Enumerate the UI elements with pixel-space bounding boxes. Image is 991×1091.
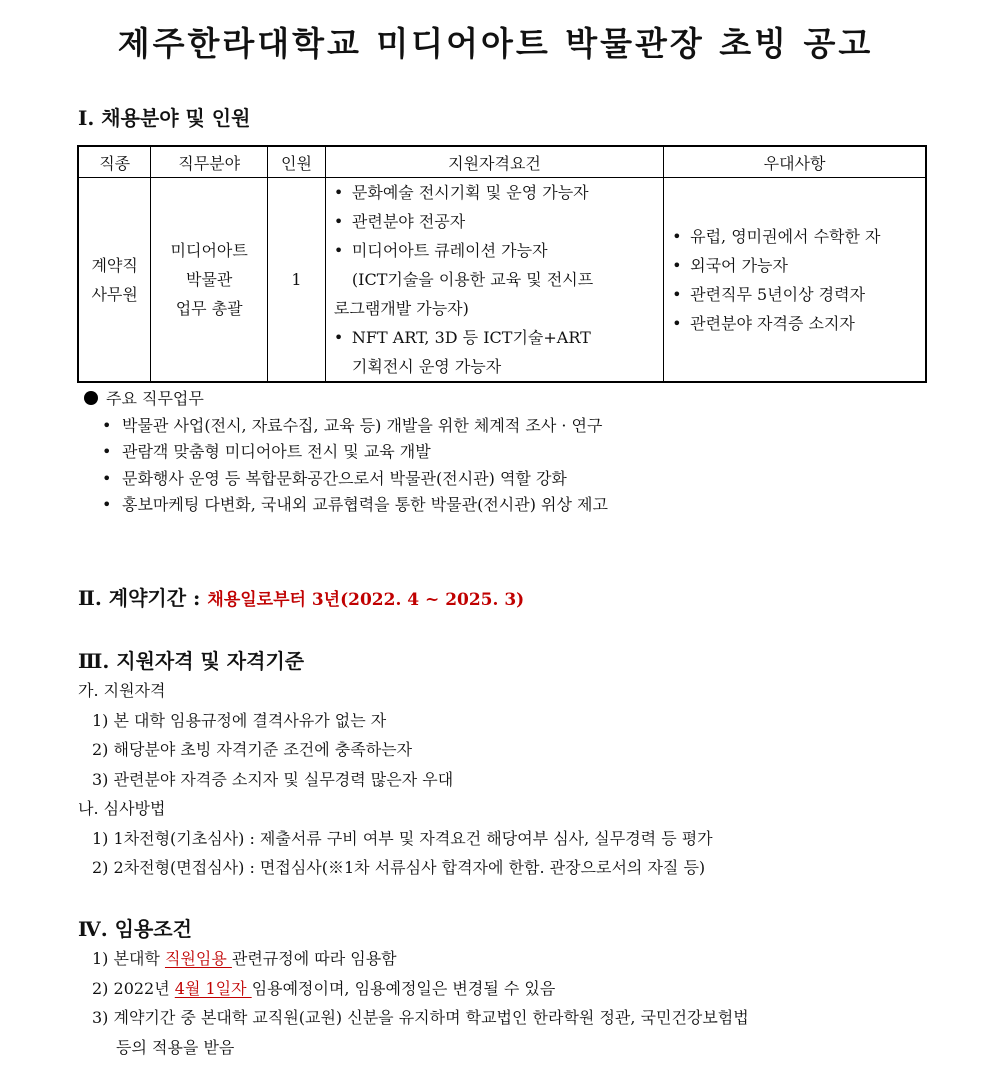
header-preferences: 우대사항: [664, 146, 926, 178]
list-item: [334, 265, 659, 294]
contract-period-value: 채용일로부터 3년(2022. 4 ~ 2025. 3): [207, 590, 525, 610]
duty-text: 문화행사 운영 등 복합문화공간으로서 박물관(전시관) 역할 강화: [122, 468, 567, 488]
table-row: [78, 178, 926, 383]
recruitment-table: [77, 145, 927, 383]
list-item: • 관련분야 전공자: [333, 212, 466, 231]
list-item: • 관련분야 자격증 소지자: [672, 313, 855, 333]
condition-3-cont: 등의 적용을 받음: [116, 1037, 235, 1057]
section-2-heading: [78, 582, 524, 611]
header-count: 인원: [268, 146, 326, 178]
qualification-block: [78, 676, 713, 883]
list-item: • 유럽, 영미권에서 수학한 자: [672, 226, 881, 246]
requirement-text: 미디어아트 큐레이션 가능자: [351, 241, 548, 260]
field-line: 미디어아트: [170, 241, 248, 260]
list-item: • 박물관 사업(전시, 자료수집, 교육 등) 개발을 위한 체계적 조사 · 연구: [102, 415, 603, 435]
list-item: 1) 본 대학 임용규정에 결격사유가 없는 자: [92, 710, 387, 730]
duty-text: 박물관 사업(전시, 자료수집, 교육 등) 개발을 위한 체계적 조사 · 연구: [122, 415, 603, 435]
requirements-cell: [325, 178, 663, 383]
duties-block: [84, 386, 608, 519]
section-4-heading: Ⅳ. 임용조건: [78, 917, 192, 941]
list-item: [334, 294, 659, 323]
preference-text: 유럽, 영미권에서 수학한 자: [690, 226, 881, 246]
section-3-heading: Ⅲ. 지원자격 및 자격기준: [78, 649, 305, 673]
condition-2: [78, 974, 749, 1004]
requirement-text: 로그램개발 가능자): [333, 299, 469, 318]
condition-text: 2) 2022년: [92, 978, 175, 998]
list-item: [334, 352, 659, 381]
requirement-text: (ICT기술을 이용한 교육 및 전시프: [351, 270, 594, 289]
requirement-text: 관련분야 전공자: [351, 212, 466, 231]
count-cell: 1: [268, 178, 326, 383]
job-type-line: 계약직: [91, 255, 138, 275]
duty-text: 관람객 맞춤형 미디어아트 전시 및 교육 개발: [122, 442, 431, 461]
preference-text: 관련분야 자격증 소지자: [690, 313, 855, 333]
duty-text: 홍보마케팅 다변화, 국내외 교류협력을 통한 박물관(전시관) 위상 제고: [122, 495, 608, 514]
condition-3: 3) 계약기간 중 본대학 교직원(교원) 신분을 유지하며 학교법인 한라학원 정관, 국민건강보험법: [92, 1008, 749, 1027]
field-line: 업무 총괄: [175, 299, 243, 318]
job-type-cell: [78, 178, 151, 383]
list-item: 2) 해당분야 초빙 자격기준 조건에 충족하는자: [92, 740, 413, 759]
list-item: • 관람객 맞춤형 미디어아트 전시 및 교육 개발: [102, 442, 431, 461]
condition-1: [78, 944, 749, 974]
requirement-text: 기획전시 운영 가능자: [351, 357, 502, 376]
requirement-text: 문화예술 전시기획 및 운영 가능자: [351, 183, 589, 202]
list-item: 1) 1차전형(기초심사) : 제출서류 구비 여부 및 자격요건 해당여부 심사, 실무경력 등 평가: [92, 828, 713, 848]
field-cell: [151, 178, 268, 383]
list-item: • 외국어 가능자: [672, 255, 788, 275]
list-item: • 문화예술 전시기획 및 운영 가능자: [333, 183, 589, 202]
requirement-text: NFT ART, 3D 등 ICT기술+ART: [351, 328, 591, 347]
field-line: 박물관: [185, 270, 233, 289]
header-field: 직무분야: [151, 146, 268, 178]
sub-heading-b: 나. 심사방법: [78, 799, 166, 818]
list-item: • 관련직무 5년이상 경력자: [672, 284, 866, 304]
list-item: • NFT ART, 3D 등 ICT기술+ART: [333, 328, 591, 347]
list-item: • 미디어아트 큐레이션 가능자: [333, 241, 548, 260]
condition-text: 1) 본대학: [92, 949, 165, 968]
table-header-row: [78, 146, 926, 178]
condition-highlight: 4월 1일자: [174, 978, 252, 998]
list-item: • 홍보마케팅 다변화, 국내외 교류협력을 통한 박물관(전시관) 위상 제고: [102, 495, 608, 514]
condition-text: 관련규정에 따라 임용함: [231, 949, 397, 968]
preference-text: 관련직무 5년이상 경력자: [690, 284, 866, 304]
duties-heading-text: 주요 직무업무: [106, 389, 204, 408]
page-title: 제주한라대학교 미디어아트 박물관장 초빙 공고: [117, 24, 874, 63]
preferences-cell: [664, 178, 926, 383]
header-requirements: 지원자격요건: [325, 146, 663, 178]
condition-text: 임용예정이며, 임용예정일은 변경될 수 있음: [251, 978, 556, 998]
bullet-dot-icon: [84, 391, 98, 405]
section-1-heading: Ⅰ. 채용분야 및 인원: [78, 106, 251, 130]
conditions-block: [78, 944, 749, 1062]
job-type-line: 사무원: [91, 284, 138, 304]
list-item: • 문화행사 운영 등 복합문화공간으로서 박물관(전시관) 역할 강화: [102, 468, 567, 488]
condition-highlight: 직원임용: [164, 949, 232, 968]
duties-heading: [84, 386, 608, 413]
list-item: 2) 2차전형(면접심사) : 면접심사(※1차 서류심사 합격자에 한함. 관장으로서의 자질 등): [92, 858, 706, 877]
header-job-type: 직종: [78, 146, 151, 178]
list-item: 3) 관련분야 자격증 소지자 및 실무경력 많은자 우대: [92, 769, 454, 789]
sub-heading-a: 가. 지원자격: [78, 681, 166, 700]
contract-period-label: Ⅱ. 계약기간 :: [78, 586, 201, 610]
preference-text: 외국어 가능자: [690, 255, 788, 275]
